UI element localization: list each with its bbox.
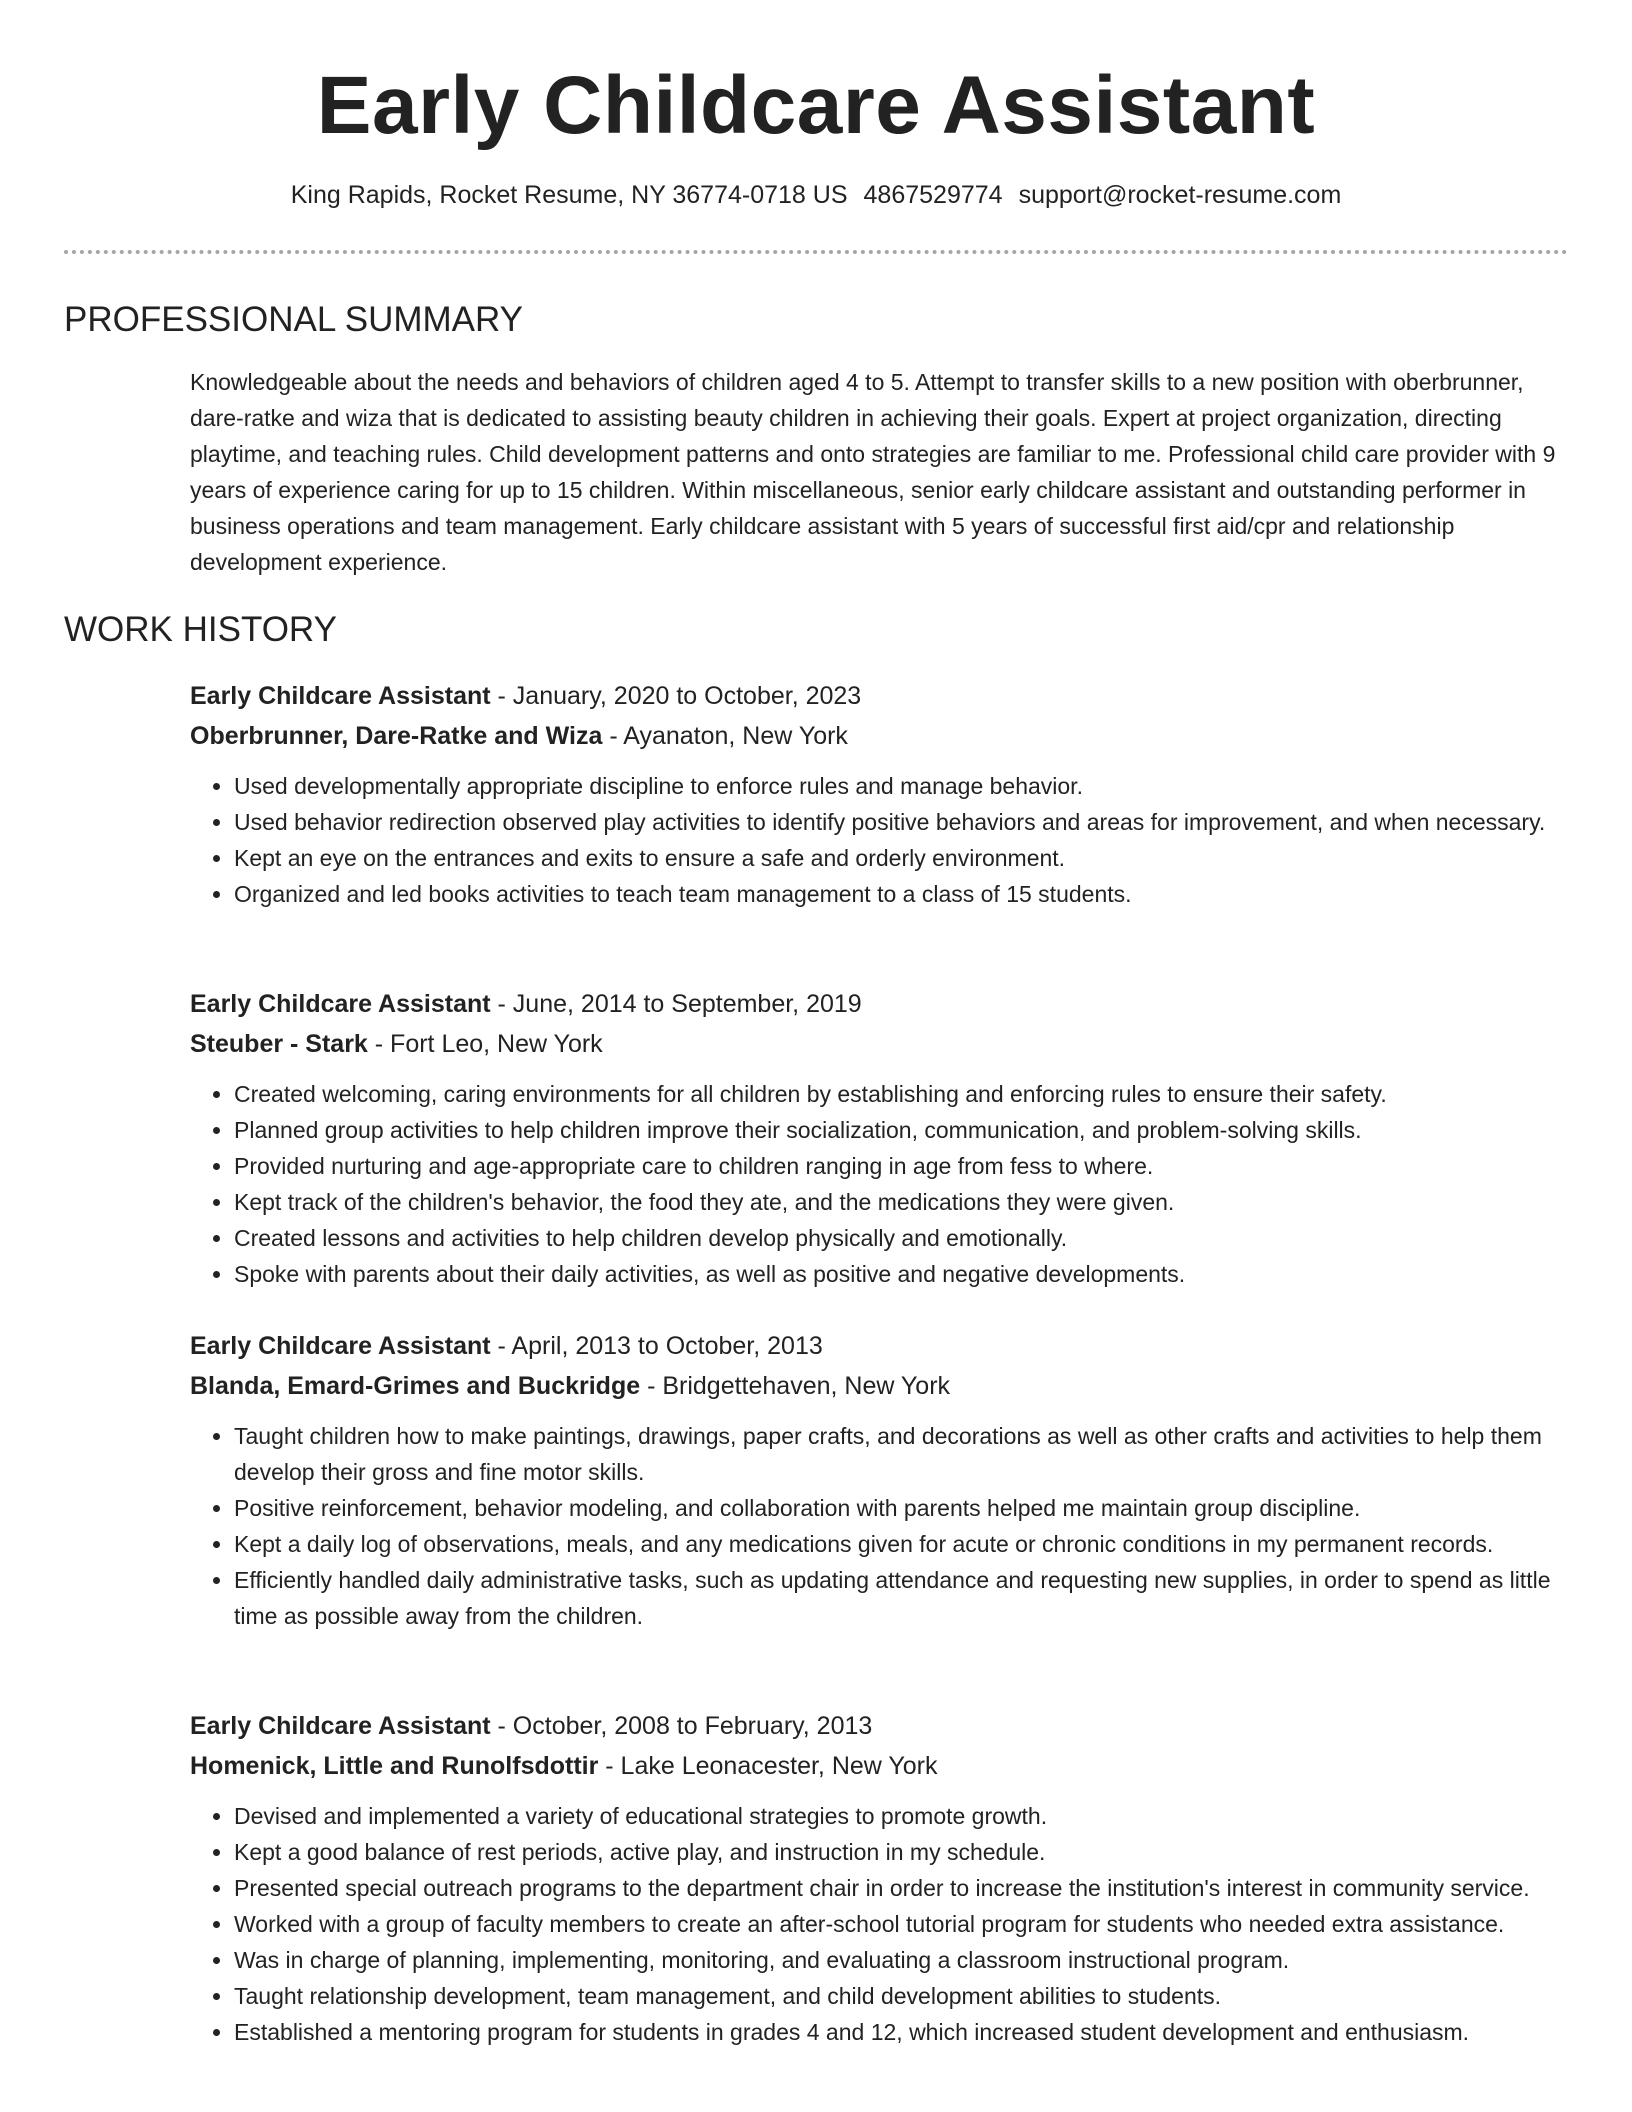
job-company: Homenick, Little and Runolfsdottir (190, 1752, 599, 1780)
job-bullet: • Kept a daily log of observations, meals, and any medications given for acute or chronic conditions in my permanent records. (234, 1526, 1570, 1562)
contact-line (64, 178, 1568, 212)
job-company-line (190, 1024, 1570, 1064)
job-bullet: • Taught children how to make paintings, drawings, paper crafts, and decorations as well as other crafts and activities to help them develop their gross and fine motor skills. (234, 1418, 1570, 1490)
job-bullet: • Presented special outreach programs to the department chair in order to increase the institution's interest in community service. (234, 1870, 1570, 1906)
job-entry (190, 984, 1570, 1292)
job-company-line (190, 716, 1570, 756)
job-bullet: • Spoke with parents about their daily activities, as well as positive and negative developments. (234, 1256, 1570, 1292)
job-entry (190, 1706, 1570, 2050)
job-company-line (190, 1746, 1570, 1786)
job-entry (190, 1326, 1570, 1634)
job-bullet: • Devised and implemented a variety of educational strategies to promote growth. (234, 1798, 1570, 1834)
job-bullets (190, 1798, 1570, 2050)
resume-name: Early Childcare Assistant (316, 60, 1316, 151)
contact-phone: 4867529774 (863, 181, 1003, 209)
job-title-line (190, 1326, 1570, 1366)
job-bullet: • Kept a good balance of rest periods, active play, and instruction in my schedule. (234, 1834, 1570, 1870)
job-bullet: • Established a mentoring program for students in grades 4 and 12, which increased student development and enthusiasm. (234, 2014, 1570, 2050)
job-bullets (190, 1418, 1570, 1634)
job-title-line (190, 676, 1570, 716)
header-divider (64, 250, 1568, 254)
job-location: - Ayanaton, New York (602, 722, 848, 750)
job-title-line (190, 984, 1570, 1024)
job-entry (190, 676, 1570, 912)
job-dates: - January, 2020 to October, 2023 (490, 682, 862, 710)
job-title-line (190, 1706, 1570, 1746)
summary-heading: PROFESSIONAL SUMMARY (64, 300, 523, 339)
job-bullet: • Created welcoming, caring environments for all children by establishing and enforcing rules to ensure their safety. (234, 1076, 1570, 1112)
job-location: - Fort Leo, New York (367, 1030, 603, 1058)
job-bullet: • Kept track of the children's behavior, the food they ate, and the medications they were given. (234, 1184, 1570, 1220)
job-bullet: • Created lessons and activities to help children develop physically and emotionally. (234, 1220, 1570, 1256)
job-bullet: • Planned group activities to help children improve their socialization, communication, and problem-solving skills. (234, 1112, 1570, 1148)
job-dates: - June, 2014 to September, 2019 (490, 990, 862, 1018)
summary-text: Knowledgeable about the needs and behaviors of children aged 4 to 5. Attempt to transfer skills to a new position with oberbrunner, dare-ratke and wiza that is dedicated to assisting beauty children in achieving their goals. Expert at project organization, directing playtime, and teaching rules. Child development patterns and onto strategies are familiar to me. Professional child care provider with 9 years of experience caring for up to 15 children. Within miscellaneous, senior early childcare assistant and outstanding performer in business operations and team management. Early childcare assistant with 5 years of successful first aid/cpr and relationship development experience. (190, 369, 1556, 575)
job-bullet: • Worked with a group of faculty members to create an after-school tutorial program for students who needed extra assistance. (234, 1906, 1570, 1942)
job-location: - Bridgettehaven, New York (640, 1372, 951, 1400)
job-role: Early Childcare Assistant (190, 1332, 491, 1360)
job-role: Early Childcare Assistant (190, 1712, 491, 1740)
job-company-line (190, 1366, 1570, 1406)
job-bullet: • Taught relationship development, team management, and child development abilities to students. (234, 1978, 1570, 2014)
job-location: - Lake Leonacester, New York (598, 1752, 938, 1780)
contact-address: King Rapids, Rocket Resume, NY 36774-0718 US (290, 181, 848, 209)
contact-email[interactable]: support@rocket-resume.com (1018, 181, 1342, 209)
job-dates: - October, 2008 to February, 2013 (490, 1712, 873, 1740)
job-bullets (190, 1076, 1570, 1292)
work-history-heading: WORK HISTORY (64, 610, 337, 649)
job-bullet: • Was in charge of planning, implementing, monitoring, and evaluating a classroom instructional program. (234, 1942, 1570, 1978)
job-company: Blanda, Emard-Grimes and Buckridge (190, 1372, 641, 1400)
job-bullet: • Efficiently handled daily administrative tasks, such as updating attendance and requesting new supplies, in order to spend as little time as possible away from the children. (234, 1562, 1570, 1634)
job-bullet: • Provided nurturing and age-appropriate care to children ranging in age from fess to where. (234, 1148, 1570, 1184)
job-company: Steuber - Stark (190, 1030, 368, 1058)
job-bullet: • Used developmentally appropriate discipline to enforce rules and manage behavior. (234, 768, 1570, 804)
job-bullet: • Used behavior redirection observed play activities to identify positive behaviors and areas for improvement, and when necessary. (234, 804, 1570, 840)
job-bullet: • Positive reinforcement, behavior modeling, and collaboration with parents helped me maintain group discipline. (234, 1490, 1570, 1526)
job-company: Oberbrunner, Dare-Ratke and Wiza (190, 722, 603, 750)
job-dates: - April, 2013 to October, 2013 (490, 1332, 823, 1360)
job-role: Early Childcare Assistant (190, 990, 491, 1018)
job-role: Early Childcare Assistant (190, 682, 491, 710)
job-bullet: • Kept an eye on the entrances and exits to ensure a safe and orderly environment. (234, 840, 1570, 876)
resume-page (64, 0, 1568, 2045)
job-bullets (190, 768, 1570, 912)
job-bullet: • Organized and led books activities to teach team management to a class of 15 students. (234, 876, 1570, 912)
